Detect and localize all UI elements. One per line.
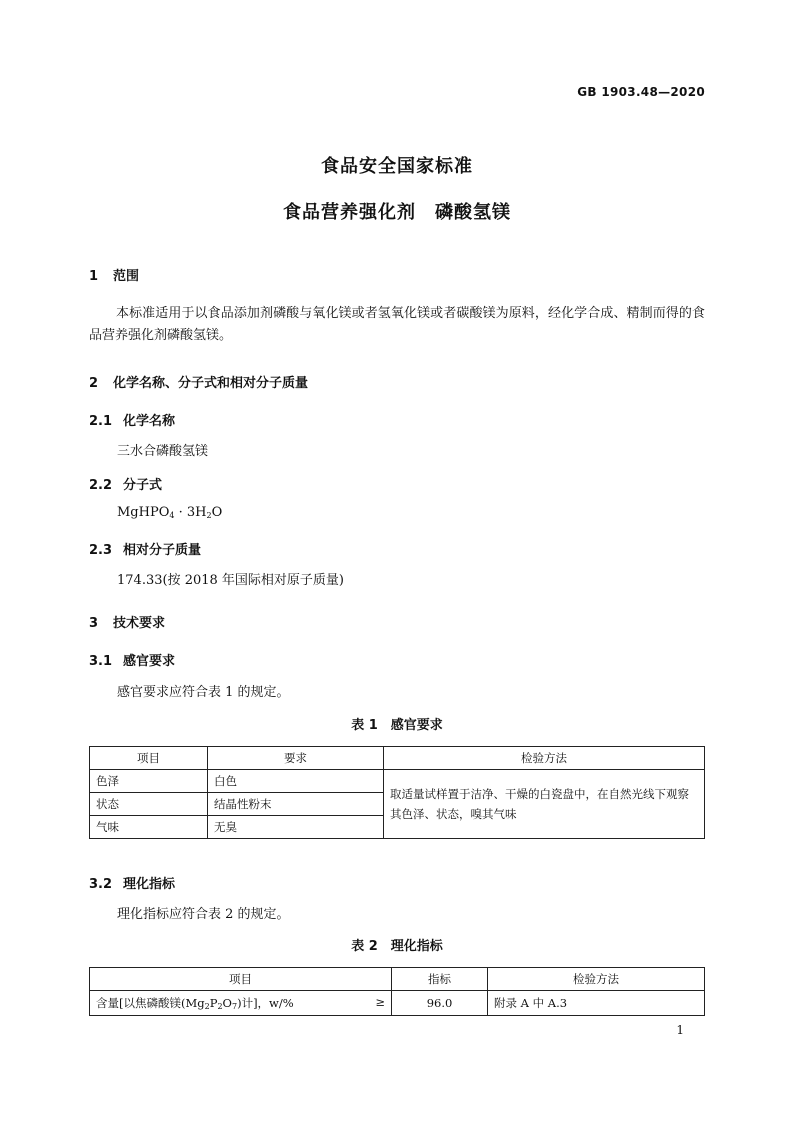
- section-3-1-heading: [89, 650, 175, 669]
- table-header-cell: 项目: [90, 968, 392, 991]
- table-header-cell: 检验方法: [488, 968, 705, 991]
- section-title: 分子式: [123, 478, 163, 493]
- section-3-heading: [89, 612, 165, 631]
- table-header-cell: 项目: [90, 747, 208, 770]
- table-1: [89, 746, 705, 839]
- table-header-cell: 要求: [208, 747, 384, 770]
- document-subtitle: 食品营养强化剂 磷酸氢镁: [283, 202, 511, 223]
- section-number: 2.2: [89, 478, 113, 493]
- table-header-row: [90, 747, 705, 770]
- section-title: 感官要求: [123, 654, 176, 669]
- table-cell: 结晶性粉末: [208, 793, 384, 816]
- section-title: 技术要求: [113, 616, 166, 631]
- molecular-weight: 174.33(按 2018 年国际相对原子质量): [117, 573, 344, 588]
- section-title: 相对分子质量: [123, 543, 202, 558]
- section-1-text: 本标准适用于以食品添加剂磷酸与氧化镁或者氢氧化镁或者碳酸镁为原料，经化学合成、精制而得的食品营养强化剂磷酸氢镁。: [89, 306, 705, 343]
- table-header-cell: 指标: [392, 968, 488, 991]
- section-number: 2.1: [89, 414, 113, 429]
- table-cell-method: 取适量试样置于洁净、干燥的白瓷盘中，在自然光线下观察其色泽、状态，嗅其气味: [384, 770, 705, 839]
- table-row: [90, 770, 705, 793]
- section-number: 3.1: [89, 654, 113, 669]
- table-cell-method: 附录 A 中 A.3: [488, 991, 705, 1016]
- table-cell: 白色: [208, 770, 384, 793]
- chemical-name: 三水合磷酸氢镁: [117, 444, 209, 459]
- standard-number: GB 1903.48—2020: [577, 85, 705, 99]
- section-title: 化学名称: [123, 414, 176, 429]
- section-number: 3: [89, 616, 99, 631]
- section-title: 化学名称、分子式和相对分子质量: [113, 376, 309, 391]
- table-cell: 状态: [90, 793, 208, 816]
- physicochemical-requirement-text: 理化指标应符合表 2 的规定。: [117, 907, 290, 922]
- table-header-row: [90, 968, 705, 991]
- sensory-requirement-text: 感官要求应符合表 1 的规定。: [117, 685, 290, 700]
- section-number: 2: [89, 376, 99, 391]
- section-title: 范围: [113, 269, 140, 284]
- section-number: 2.3: [89, 543, 113, 558]
- table-cell-item: ≥ 含量[以焦磷酸镁$(Mg_2P_2O_7)$计]，w/%: [90, 991, 392, 1016]
- table-1-caption: 表 1 感官要求: [351, 718, 443, 733]
- section-number: 3.2: [89, 877, 113, 892]
- section-2-1-heading: [89, 410, 175, 429]
- molecular-formula: MgHPO$_4$ · $3H_2O$: [117, 505, 223, 520]
- table-cell: 气味: [90, 816, 208, 839]
- section-2-3-heading: [89, 539, 201, 558]
- section-2-2-heading: [89, 474, 162, 493]
- table-cell-value: 96.0: [392, 991, 488, 1016]
- section-title: 理化指标: [123, 877, 176, 892]
- table-2: [89, 967, 705, 1016]
- greater-equal-symbol: ≥: [375, 995, 385, 1009]
- table-2-caption: 表 2 理化指标: [351, 939, 443, 954]
- section-2-heading: [89, 372, 308, 391]
- table-cell: 色泽: [90, 770, 208, 793]
- section-number: 1: [89, 269, 99, 284]
- table-header-cell: 检验方法: [384, 747, 705, 770]
- document-title: 食品安全国家标准: [321, 156, 473, 177]
- section-1-heading: [89, 265, 139, 284]
- table-cell: 无臭: [208, 816, 384, 839]
- table-row: [90, 991, 705, 1016]
- section-3-2-heading: [89, 873, 175, 892]
- page-number: 1: [676, 1023, 684, 1037]
